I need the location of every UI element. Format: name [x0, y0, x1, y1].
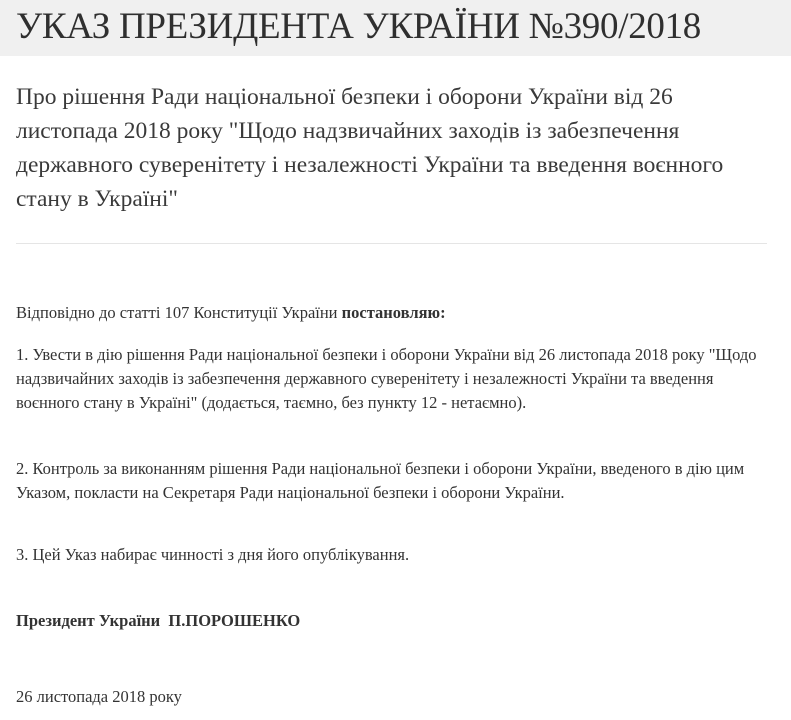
paragraph-3: 3. Цей Указ набирає чинності з дня його опублікування.: [16, 545, 410, 564]
paragraph-2: 2. Контроль за виконанням рішення Ради національної безпеки і оборони України, введеного в дію цим Указом, покласти на Секретаря Ради національної безпеки і оборони України.: [16, 459, 745, 502]
divider: [16, 243, 767, 244]
page-title: УКАЗ ПРЕЗИДЕНТА УКРАЇНИ №390/2018: [16, 6, 701, 47]
decree-date: 26 листопада 2018 року: [16, 687, 182, 706]
signature: Президент України П.ПОРОШЕНКО: [16, 611, 301, 630]
preamble: [16, 301, 776, 325]
preamble-text: Відповідно до статті 107 Конституції України: [16, 303, 342, 322]
paragraph-1: 1. Увести в дію рішення Ради національної безпеки і оборони України від 26 листопада 2018 року "Щодо надзвичайних заходів із забезпечення державного суверенітету і незалежності України та введення воєнного стану в Україні" (додається, таємно, без пункту 12 - нетаємно).: [16, 345, 757, 412]
decree-subtitle: Про рішення Ради національної безпеки і оборони України від 26 листопада 2018 року "Щодо надзвичайних заходів із забезпечення державного суверенітету і незалежності України та введення воєнного стану в Україні": [16, 84, 724, 212]
title-bar: [0, 0, 791, 56]
preamble-emphasis: постановляю:: [341, 303, 446, 322]
